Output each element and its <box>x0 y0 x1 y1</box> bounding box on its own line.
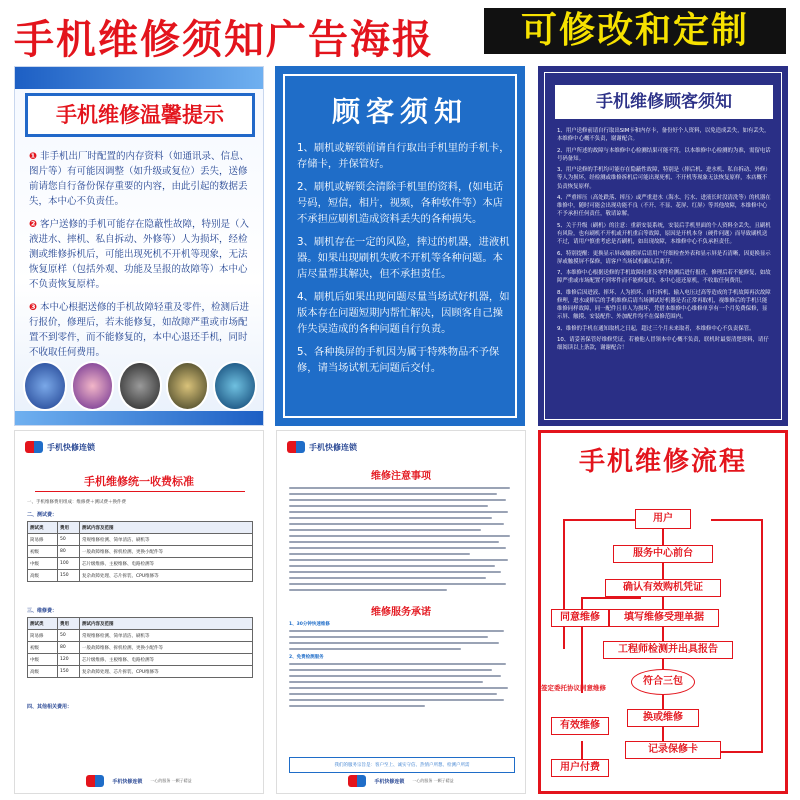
flow-connector <box>761 519 763 751</box>
text-line <box>289 642 499 644</box>
section-heading: 四、其他相关费用： <box>27 704 73 710</box>
flow-connector <box>581 597 641 599</box>
flow-step-paid-repair: 有效维修 <box>551 717 609 735</box>
flow-step-front-desk: 服务中心前台 <box>613 545 713 563</box>
table-cell: 150 <box>58 666 80 678</box>
phone-photo <box>166 361 210 411</box>
poster-repair-flowchart[interactable] <box>538 430 788 794</box>
table-row <box>28 534 253 546</box>
poster-repair-customer-notice[interactable] <box>538 66 788 426</box>
flow-connector <box>662 695 664 709</box>
text-line <box>289 675 501 677</box>
text-line <box>289 511 508 513</box>
table-cell: 简易修 <box>28 534 58 546</box>
notice-item: 7、本维修中心根据送修的手机故障轻重及零件检测后进行报价，修理后若不能修复，如故障严重或市场配置不到零件而不能修复的，本中心退还原机，不收取任何费用。 <box>557 270 771 285</box>
flow-step-swap-repair: 换或维修 <box>627 709 699 727</box>
flow-step-user-pays: 用户付费 <box>551 759 609 777</box>
table-cell: 一般故障维修、拆机检测、更换小配件等 <box>80 642 253 654</box>
table-cell: 中级 <box>28 654 58 666</box>
table-row <box>28 546 253 558</box>
section-title-precautions: 维修注意事项 <box>371 471 431 482</box>
table-cell: 120 <box>58 654 80 666</box>
brand-header <box>25 441 95 453</box>
table-header: 测试类 <box>28 618 58 630</box>
tip-number: ❸ <box>29 302 38 313</box>
text-line <box>289 565 495 567</box>
text-line <box>289 547 506 549</box>
poster-title: 手机维修流程 <box>578 447 747 477</box>
section-heading: 三、维修费： <box>27 608 58 614</box>
text-line <box>289 583 506 585</box>
text-line <box>289 669 492 671</box>
phone-photo <box>213 361 257 411</box>
notice-item: 1、用户送修前请自行取出SIM卡和内存卡，备份好个人资料，以免造成丢失，如有丢失，本维修中心概不负责，谢谢配合。 <box>557 128 770 143</box>
tip-text: 本中心根据送修的手机故障轻重及零件，检测后进行报价，修理后，若未能修复，如故障严重或市场配置不到零件，而不能修复的，本中心退还手机，同时不收取任何费用。 <box>29 302 250 358</box>
brand-header <box>287 441 357 453</box>
table-cell: 芯片级维修、主板维修、电路检测等 <box>80 654 253 666</box>
text-line <box>289 630 504 632</box>
notice-item: 9、维修的手机在通知取机之日起，超过三个月未来取者，本维修中心不负责保管。 <box>557 325 755 332</box>
flow-step-warranty-check: 符合三包 <box>631 669 695 695</box>
brand-logo-icon <box>348 775 366 787</box>
table-cell: 50 <box>58 630 80 642</box>
fee-table <box>27 617 253 678</box>
poster-customer-notice[interactable] <box>275 66 525 426</box>
tips-list <box>29 149 255 368</box>
poster-fee-standard[interactable] <box>14 430 264 794</box>
table-row <box>28 642 253 654</box>
table-cell: 初级 <box>28 546 58 558</box>
top-banner <box>0 0 800 62</box>
table-cell: 高级 <box>28 570 58 582</box>
table-cell: 初级 <box>28 642 58 654</box>
flow-step-user: 用户 <box>635 509 691 529</box>
table-cell: 芯片级维修、主板维修、电路检测等 <box>80 558 253 570</box>
flow-connector <box>662 727 664 741</box>
brand-name: 手机快修连锁 <box>47 442 95 452</box>
tip-number: ❶ <box>29 151 38 162</box>
promise-label: 1、30分钟快速维修 <box>289 622 330 627</box>
text-line <box>289 699 504 701</box>
phone-photo <box>71 361 115 411</box>
tip-item <box>29 149 255 209</box>
poster-title: 手机维修顾客须知 <box>596 92 732 112</box>
table-cell: 一般故障维修、拆机检测、更换小配件等 <box>80 546 253 558</box>
text-line <box>289 523 504 525</box>
flow-connector <box>563 519 565 649</box>
notice-list <box>557 127 771 356</box>
flow-connector <box>711 519 763 521</box>
notice-item: 5、各种换屏的手机因为属于特殊物品不予保修，请当场试机无问题后交付。 <box>297 346 500 374</box>
poster-title: 手机维修统一收费标准 <box>84 475 194 488</box>
table-cell: 常规维修检测、简单清洁、刷机等 <box>80 630 253 642</box>
poster-footer <box>15 775 263 787</box>
flow-connector <box>581 741 583 759</box>
table-cell: 50 <box>58 534 80 546</box>
table-cell: 100 <box>58 558 80 570</box>
table-header: 费用 <box>58 522 80 534</box>
tip-text: 非手机出厂时配置的内存资料（如通讯录、信息、图片等）有可能因调整（如升级或复位）丢失，送修前请您自行备份保存重要的内容，由此引起的数据丢失，本中心不负责任。 <box>29 151 250 207</box>
notice-item: 3、用户送修的手机均可能存在隐蔽性故障，特别是（摔后机、进水机、私自拆动、外修）等人为损坏，经检测或维修拆机后可能出现死机、不开机等现象无法恢复原样，本店概不负责恢复原样。 <box>557 167 771 190</box>
text-line <box>289 681 483 683</box>
flow-connector <box>721 751 763 753</box>
table-row <box>28 558 253 570</box>
text-line <box>289 499 506 501</box>
table-cell: 简易修 <box>28 630 58 642</box>
table-row <box>28 630 253 642</box>
flow-connector <box>662 529 664 545</box>
section-heading: 二、测试费： <box>27 512 58 518</box>
flow-connector <box>563 519 635 521</box>
footer-brand-name: 手机快修连锁 <box>374 778 405 785</box>
flow-step-fill-form: 填写维修受理单据 <box>609 609 719 627</box>
table-header: 测试类 <box>28 522 58 534</box>
table-cell: 150 <box>58 570 80 582</box>
notice-item: 8、维修后因进液、摔坏、人为损坏、自行拆机、输入电压过高等造成的手机故障再次故障修理，进水或摔后的手机维修后请当场测试好机器是否正常再取机，视维修后的手机只能维修同样故障，同一配件且非人为损坏，凭借本维修中心维修单享有一个月免费保修，显示屏、触摸、安装配件、外加配件均不在保修范围内。 <box>557 289 771 321</box>
table-header: 测试内容及范围 <box>80 618 253 630</box>
poster-title: 顾客须知 <box>331 95 468 128</box>
tip-item <box>29 217 255 292</box>
banner-customizable-label: 可修改和定制 <box>484 8 786 54</box>
table-cell: 80 <box>58 546 80 558</box>
table-header: 测试内容及范围 <box>80 522 253 534</box>
top-wave-decoration <box>15 67 263 89</box>
table-row <box>28 654 253 666</box>
notice-item: 2、刷机或解锁会清除手机里的资料，(如电话号码，短信，相片，视频，各种软件等）本店不承担应刷机造成资料丢失的各种损失。 <box>297 181 504 225</box>
flow-connector <box>662 627 664 641</box>
flow-side-note: 签定委托协议同意维修 <box>541 684 606 692</box>
notice-item: 5、关于升级（刷机）的注意：重新安装系统，安装后手机里面的个人资料全丢失，且刷机有风险，也有刷机不开机或开机重启等故障，原因是开机本身（硬件问题）而导致刷机送不过，请用户慎重考虑是否刷机，如出现故障，本维修中心不负承担责任。 <box>557 222 771 246</box>
flow-connector <box>662 659 664 669</box>
flow-connector <box>662 597 664 609</box>
poster-border <box>283 74 517 418</box>
footer-slogan: 一心的服务 一颗子精益 <box>412 778 454 783</box>
table-header-row <box>28 522 253 534</box>
table-cell: 复杂故障处理、芯片拆装、CPU维修等 <box>80 666 253 678</box>
notice-item: 10、请妥善保管好维修凭证，若被他人冒领本中心概不负责，联机时最要清楚资料，请仔细阅读以上条款，谢谢配合！ <box>557 337 769 352</box>
text-line <box>289 693 497 695</box>
brand-logo-icon <box>25 441 43 453</box>
notice-item: 3、刷机存在一定的风险，摔过的机器，进液机器。如果出现刷机失败不开机等各种问题。本店尽量帮其解决，但不承担责任。 <box>297 236 510 280</box>
text-line <box>289 559 508 561</box>
brand-logo-icon <box>86 775 104 787</box>
notice-item: 4、严重摔压（高处跌落、摔压）或严重进水（海水、污水、进液长时没清洗等）的机器在维修中，随时可能会出现功能不良（不开、不显、花屏、红屏）等其他故障，本维修中心不予承担任何责任，敬请谅解。 <box>557 194 771 218</box>
banner-title: 手机维修须知广告海报 <box>14 17 434 63</box>
title-frame <box>25 93 255 137</box>
text-line <box>289 529 481 531</box>
text-line <box>289 517 492 519</box>
text-line <box>289 541 499 543</box>
text-line <box>289 663 506 665</box>
text-line <box>289 687 508 689</box>
flow-step-warranty-card: 记录保修卡 <box>625 741 721 759</box>
flow-step-engineer-report: 工程师检测并出具报告 <box>603 641 733 659</box>
text-line <box>289 705 425 707</box>
brand-name: 手机快修连锁 <box>309 442 357 452</box>
text-line <box>289 577 486 579</box>
table-cell: 常规维修检测、简单清洁、刷机等 <box>80 534 253 546</box>
promise-text-block <box>289 621 515 711</box>
bottom-wave-decoration <box>15 411 263 425</box>
table-header-row <box>28 618 253 630</box>
tip-number: ❷ <box>29 219 38 230</box>
text-line <box>289 505 488 507</box>
fee-table <box>27 521 253 582</box>
phone-photo <box>118 361 162 411</box>
text-line <box>289 648 461 650</box>
text-line <box>289 487 510 489</box>
notice-item: 1、刷机或解锁前请自行取出手机里的手机卡，存储卡，并保管好。 <box>297 142 510 170</box>
table-cell: 复杂故障处理、芯片拆装、CPU维修等 <box>80 570 253 582</box>
table-cell: 80 <box>58 642 80 654</box>
poster-title: 手机维修温馨提示 <box>56 103 224 127</box>
tip-item <box>29 300 255 360</box>
flow-step-confirm-receipt: 确认有效购机凭证 <box>605 579 721 597</box>
precautions-text-block <box>289 487 515 595</box>
phone-photo-strip <box>23 361 257 411</box>
section-title-promise: 维修服务承诺 <box>371 607 431 618</box>
poster-border <box>544 72 782 420</box>
poster-repair-tips[interactable] <box>14 66 264 426</box>
promise-label: 2、免费检测服务 <box>289 655 324 660</box>
flow-connector <box>662 563 664 579</box>
text-line <box>289 493 497 495</box>
fee-composition-note: 一、手机维修费用组成：维修费＋测试费＋换件费 <box>27 500 126 505</box>
notice-item: 4、刷机后如果出现问题尽量当场试好机器，如版本存在问题短期内帮忙解决，因顾客自己操作失误造成的各种问题自行负责。 <box>297 291 510 335</box>
text-line <box>289 553 470 555</box>
table-row <box>28 570 253 582</box>
service-motto-box: 我们的服务宗旨是：客户至上、诚实守信、热情户所想、检测户所需 <box>289 757 515 773</box>
notice-list <box>297 140 511 383</box>
notice-item: 6、特别提醒：更换显示屏或触摸屏后请用户仔细检查外表和显示屏是否清晰，因更换显示屏或触摸屏不保修，请客户当场试机确认后离开。 <box>557 250 771 265</box>
notice-item: 2、用户所述的故障与本维修中心检测结果可能不符，以本维修中心检测的为准，需留电话号码备知。 <box>557 147 771 162</box>
title-divider <box>35 491 245 492</box>
table-header: 费用 <box>58 618 80 630</box>
footer-slogan: 一心的服务 一颗子精益 <box>150 778 192 783</box>
text-line <box>289 535 510 537</box>
phone-photo <box>23 361 67 411</box>
table-cell: 中级 <box>28 558 58 570</box>
brand-logo-icon <box>287 441 305 453</box>
flow-step-agree-repair: 同意维修 <box>551 609 609 627</box>
poster-repair-precautions[interactable] <box>276 430 526 794</box>
title-frame <box>555 85 773 119</box>
text-line <box>289 636 488 638</box>
text-line <box>289 589 447 591</box>
table-row <box>28 666 253 678</box>
footer-brand-name: 手机快修连锁 <box>112 778 143 785</box>
table-cell: 高级 <box>28 666 58 678</box>
tip-text: 客户送修的手机可能存在隐蔽性故障，特别是（入液进水、摔机、私自拆动、外修等）人为损坏，经检测或维修拆机后，可能出现死机不开机等现象，无法恢复原样（包括外观、功能及呈报的故障等）本中心不负责恢复原样。 <box>29 219 250 290</box>
text-line <box>289 571 501 573</box>
poster-footer <box>277 775 525 787</box>
